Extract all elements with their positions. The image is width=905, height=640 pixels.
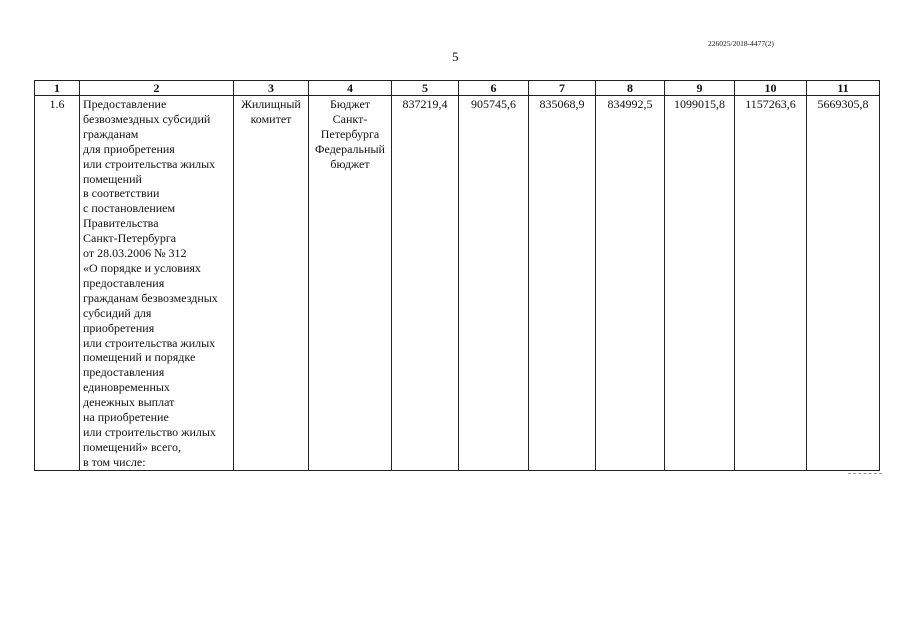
text-line: предоставления bbox=[83, 365, 165, 380]
text-line: денежных выплат bbox=[83, 395, 175, 410]
column-number-row bbox=[35, 81, 880, 96]
funding-source bbox=[309, 96, 391, 172]
value-cell-9 bbox=[665, 96, 735, 471]
text-line: помещений bbox=[83, 171, 142, 186]
value-cell-5 bbox=[392, 96, 459, 471]
column-header-4: 4 bbox=[309, 81, 392, 96]
text-line: Жилищный bbox=[241, 97, 301, 111]
column-header-9: 9 bbox=[665, 81, 735, 96]
amount-value: 905745,6 bbox=[471, 97, 516, 111]
activity-name-cell bbox=[80, 96, 234, 471]
scan-dash-artifact bbox=[848, 473, 882, 474]
text-line: предоставления bbox=[83, 275, 165, 290]
text-line: помещений» всего, bbox=[83, 439, 181, 454]
text-line: или строительство жилых bbox=[83, 424, 216, 439]
value-cell-7 bbox=[529, 96, 596, 471]
page-number: 5 bbox=[452, 49, 459, 64]
executor-cell bbox=[234, 96, 309, 471]
column-header-10: 10 bbox=[735, 81, 807, 96]
value-cell-11 bbox=[807, 96, 880, 471]
column-header-2: 2 bbox=[80, 81, 234, 96]
table-row bbox=[35, 96, 880, 471]
text-line: или строительства жилых bbox=[83, 335, 216, 350]
total-amount-value: 5669305,8 bbox=[817, 97, 869, 111]
column-header-1: 1 bbox=[35, 81, 80, 96]
amount-value: 834992,5 bbox=[607, 97, 653, 111]
text-line: для приобретения bbox=[83, 141, 175, 156]
text-line: бюджет bbox=[330, 156, 370, 171]
value-cell-10 bbox=[735, 96, 807, 471]
executor bbox=[234, 96, 308, 127]
text-line: безвозмездных субсидий bbox=[83, 111, 211, 126]
text-line: Федеральный bbox=[315, 141, 385, 156]
column-header-5: 5 bbox=[392, 81, 459, 96]
text-line: гражданам безвозмездных bbox=[83, 290, 218, 305]
amount-value: 1157263,6 bbox=[745, 97, 796, 111]
text-line: Санкт- bbox=[332, 111, 368, 126]
amount-value: 837219,4 bbox=[402, 97, 448, 111]
row-number-cell bbox=[35, 96, 80, 471]
column-header-6: 6 bbox=[459, 81, 529, 96]
value-cell-8 bbox=[596, 96, 665, 471]
column-header-3: 3 bbox=[234, 81, 309, 96]
text-line: или строительства жилых bbox=[83, 156, 216, 171]
value-cell-6 bbox=[459, 96, 529, 471]
text-line: «О порядке и условиях bbox=[83, 260, 201, 275]
text-line: с постановлением bbox=[83, 201, 176, 216]
text-line: субсидий для bbox=[83, 305, 152, 320]
column-header-8: 8 bbox=[596, 81, 665, 96]
text-line: Петербурга bbox=[320, 126, 380, 141]
text-line: комитет bbox=[250, 111, 292, 126]
funding-source-cell bbox=[309, 96, 392, 471]
text-line: приобретения bbox=[83, 320, 155, 335]
text-line: от 28.03.2006 № 312 bbox=[83, 246, 187, 261]
text-line: Санкт-Петербурга bbox=[83, 231, 177, 246]
text-line: в соответствии bbox=[83, 186, 160, 201]
text-line: гражданам bbox=[83, 126, 139, 141]
text-line: Правительства bbox=[83, 216, 159, 231]
text-line: Бюджет bbox=[329, 97, 371, 111]
text-line: единовременных bbox=[83, 380, 170, 395]
row-number: 1.6 bbox=[49, 97, 65, 111]
text-line: Предоставление bbox=[83, 97, 167, 111]
text-line: помещений и порядке bbox=[83, 350, 196, 365]
document-registration-number: 226025/2018-4477(2) bbox=[708, 39, 774, 48]
text-line: на приобретение bbox=[83, 410, 169, 425]
amount-value: 1099015,8 bbox=[674, 97, 725, 111]
program-financing-table bbox=[34, 80, 880, 471]
column-header-11: 11 bbox=[807, 81, 880, 96]
activity-name bbox=[80, 96, 233, 470]
text-line: в том числе: bbox=[83, 454, 146, 469]
column-header-7: 7 bbox=[529, 81, 596, 96]
amount-value: 835068,9 bbox=[539, 97, 585, 111]
